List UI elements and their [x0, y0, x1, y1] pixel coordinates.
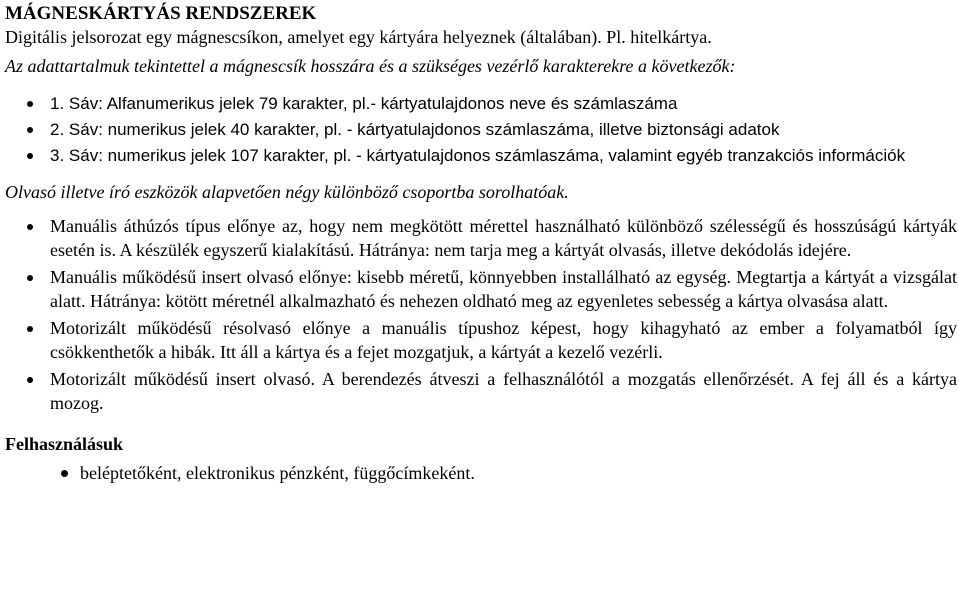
bullet-icon	[27, 153, 33, 159]
bullet-icon	[27, 127, 33, 133]
users-item-text: beléptetőként, elektronikus pénzként, függőcímkeként.	[80, 463, 475, 483]
reader-list	[5, 214, 955, 415]
bullet-icon	[27, 377, 33, 383]
list-item	[5, 214, 957, 262]
list-item	[5, 461, 955, 485]
bullet-icon	[27, 275, 33, 281]
document-title: MÁGNESKÁRTYÁS RENDSZEREK	[5, 3, 317, 24]
readers-intro-text: Olvasó illetve író eszközök alapvetően négy különböző csoportba sorolhatóak.	[5, 182, 569, 202]
track-list	[5, 91, 955, 168]
track-item-text: 3. Sáv: numerikus jelek 107 karakter, pl. - kártyatulajdonos számlaszáma, valamint egyéb tranzakciós információk	[50, 146, 906, 165]
list-item	[5, 367, 957, 415]
list-item	[5, 91, 955, 116]
track-item-text: 2. Sáv: numerikus jelek 40 karakter, pl. - kártyatulajdonos számlaszáma, illetve biztonsági adatok	[50, 120, 780, 139]
reader-item-text: Motorizált működésű résolvasó előnye a manuális típushoz képest, hogy kihagyható az ember a folyamatból így csökkenthetők a hibák. Itt áll a kártya és a fejet mozgatjuk, a kártyát a kezelő vezérli.	[50, 318, 957, 362]
users-list	[5, 461, 955, 485]
reader-item-text: Manuális működésű insert olvasó előnye: kisebb méretű, könnyebben installálható az egység. Megtartja a kártyát a vizsgálat alatt. Hátránya: kötött méretnél alkalmazható és nehezen oldható meg az egyenletes sebesség a kártya olvasása alatt.	[50, 267, 957, 311]
reader-item-text: Manuális áthúzós típus előnye az, hogy nem megkötött mérettel használható különböző szélességű és hosszúságú kártyák esetén is. A készülék egyszerű kialakítású. Hátránya: nem tarja meg a kártyát olvasás, illetve dekódolás idejére.	[50, 216, 957, 260]
list-item	[5, 143, 955, 168]
bullet-icon	[27, 326, 33, 332]
list-item	[5, 316, 957, 364]
track-item-text: 1. Sáv: Alfanumerikus jelek 79 karakter, pl.- kártyatulajdonos neve és számlaszáma	[50, 94, 678, 113]
bullet-icon	[27, 224, 33, 230]
bullet-icon	[27, 101, 33, 107]
list-item	[5, 117, 955, 142]
list-item	[5, 265, 957, 313]
intro-text: Digitális jelsorozat egy mágnescsíkon, amelyet egy kártyára helyeznek (általában). Pl. hitelkártya.	[5, 27, 712, 47]
reader-item-text: Motorizált működésű insert olvasó. A berendezés átveszi a felhasználótól a mozgatás ellenőrzését. A fej áll és a kártya mozog.	[50, 369, 957, 413]
bullet-icon	[61, 470, 68, 477]
users-heading: Felhasználásuk	[5, 434, 124, 454]
intro-italic-text: Az adattartalmuk tekintettel a mágnescsík hosszára és a szükséges vezérlő karakterekre a következők:	[5, 56, 736, 76]
document-page	[5, 0, 955, 485]
